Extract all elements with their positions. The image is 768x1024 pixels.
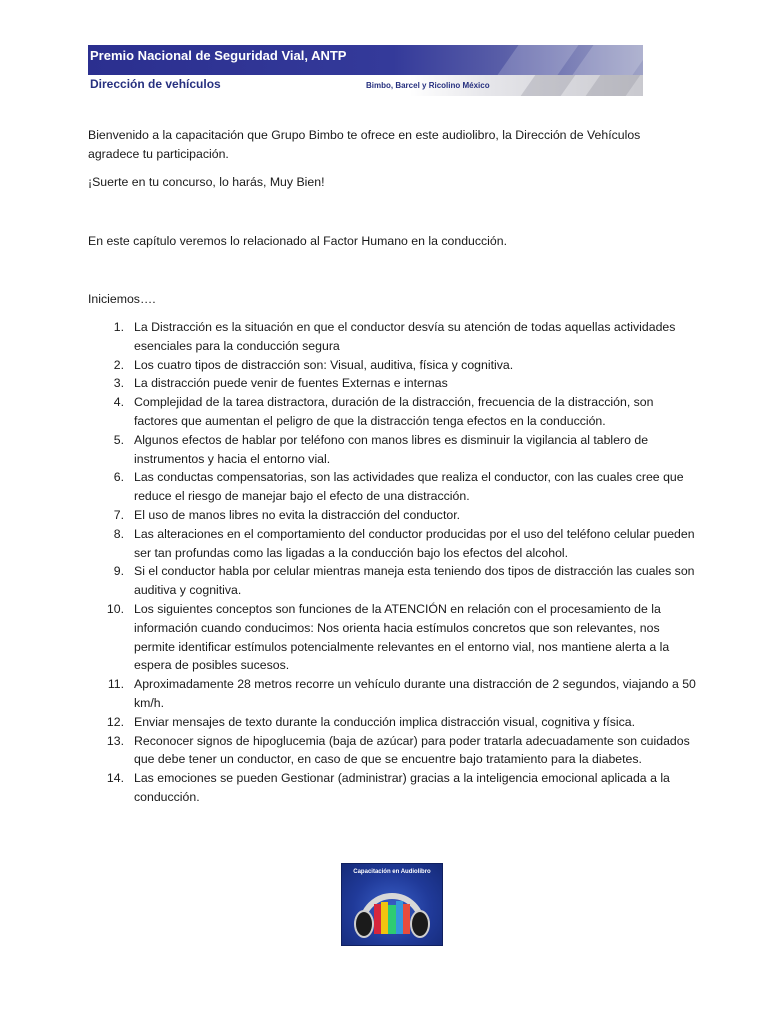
start-paragraph: Iniciemos…. — [88, 292, 156, 306]
list-item-text: Las emociones se pueden Gestionar (administrar) gracias a la inteligencia emocional aplicada a la conducción. — [134, 771, 670, 804]
list-item-number: 6. — [113, 470, 124, 485]
headphones-books-icon — [342, 864, 442, 945]
list-item — [88, 356, 698, 375]
list-item-text: Enviar mensajes de texto durante la conducción implica distracción visual, cognitiva y física. — [134, 714, 636, 729]
list-item-number: 2. — [113, 357, 124, 372]
chapter-paragraph: En este capítulo veremos lo relacionado al Factor Humano en la conducción. — [88, 234, 508, 248]
list-item — [88, 562, 698, 600]
list-item-text: Las alteraciones en el comportamiento del conductor producidas por el uso del teléfono celular pueden ser tan profundas como las ligadas a la conducción bajo los efectos del alcohol. — [134, 526, 695, 560]
list-item-text: Reconocer signos de hipoglucemia (baja de azúcar) para poder tratarla adecuadamente son cuidados que debe tener un conductor, en caso de que se encuentre bajo tratamiento para la diabetes. — [134, 733, 690, 767]
list-item — [88, 393, 698, 431]
list-item-text: Aproximadamente 28 metros recorre un vehículo durante una distracción de 2 segundos, viajando a 50 km/h. — [134, 677, 696, 710]
list-item-number: 10. — [106, 601, 124, 616]
list-item-text: La Distracción es la situación en que el conductor desvía su atención de todas aquellas actividades esenciales para la conducción segura — [134, 320, 676, 353]
list-item — [88, 431, 698, 469]
list-item-text: La distracción puede venir de fuentes Externas e internas — [134, 376, 448, 391]
list-item-number: 12. — [106, 714, 124, 729]
header-subtitle: Dirección de vehículos — [90, 77, 221, 91]
list-item — [88, 525, 698, 563]
list-item-text: Los cuatro tipos de distracción son: Visual, auditiva, física y cognitiva. — [134, 357, 514, 372]
list-item-number: 11. — [107, 677, 124, 692]
list-item-text: Los siguientes conceptos son funciones de la ATENCIÓN en relación con el procesamiento de la información cuando conducimos: Nos orienta hacia estímulos concretos que son relevantes, nos permite identificar estímulos potencialmente relevantes en el entorno vial, nos mantiene alerta a la espera de posibles sucesos. — [134, 601, 670, 673]
list-item — [88, 769, 698, 807]
header-company: Bimbo, Barcel y Ricolino México — [366, 81, 490, 90]
list-item — [88, 675, 698, 713]
list-item-text: El uso de manos libres no evita la distracción del conductor. — [134, 507, 461, 522]
intro-paragraph: Bienvenido a la capacitación que Grupo Bimbo te ofrece en este audiolibro, la Dirección de Vehículos agradece tu participación. — [88, 128, 641, 161]
list-item — [88, 374, 698, 393]
list-item-number: 4. — [113, 395, 124, 410]
list-item-text: Si el conductor habla por celular mientras maneja esta teniendo dos tipos de distracción las cuales son auditiva y cognitiva. — [134, 564, 695, 598]
list-item-number: 5. — [113, 432, 124, 447]
list-item — [88, 506, 698, 525]
list-item-number: 7. — [113, 507, 124, 522]
good-luck-paragraph: ¡Suerte en tu concurso, lo harás, Muy Bien! — [88, 175, 325, 189]
header-title: Premio Nacional de Seguridad Vial, ANTP — [90, 48, 347, 63]
audiobook-badge — [341, 863, 443, 946]
list-item-number: 9. — [113, 564, 124, 579]
document-header — [88, 45, 643, 96]
header-subtitle-bar — [88, 75, 643, 96]
list-item — [88, 318, 698, 356]
header-title-bar — [88, 45, 643, 75]
list-item-text: Algunos efectos de hablar por teléfono con manos libres es disminuir la vigilancia al tablero de instrumentos y hacia el entorno vial. — [134, 432, 649, 466]
list-item-number: 1. — [113, 320, 124, 334]
list-item-number: 3. — [113, 376, 124, 391]
list-item-text: Las conductas compensatorias, son las actividades que realiza el conductor, con las cuales cree que reduce el riesgo de manejar bajo el efecto de una distracción. — [134, 470, 684, 504]
list-item — [88, 732, 698, 770]
badge-label: Capacitación en Audiolibro — [353, 869, 431, 875]
list-item — [88, 600, 698, 675]
list-item-number: 8. — [113, 526, 124, 541]
list-item — [88, 713, 698, 732]
content-list — [88, 318, 698, 807]
list-item-number: 13. — [106, 733, 124, 748]
list-item-number: 14. — [106, 771, 124, 786]
list-item-text: Complejidad de la tarea distractora, duración de la distracción, frecuencia de la distracción, son factores que aumentan el peligro de que la distracción tenga efectos en la conducción. — [134, 395, 654, 428]
list-item — [88, 468, 698, 506]
